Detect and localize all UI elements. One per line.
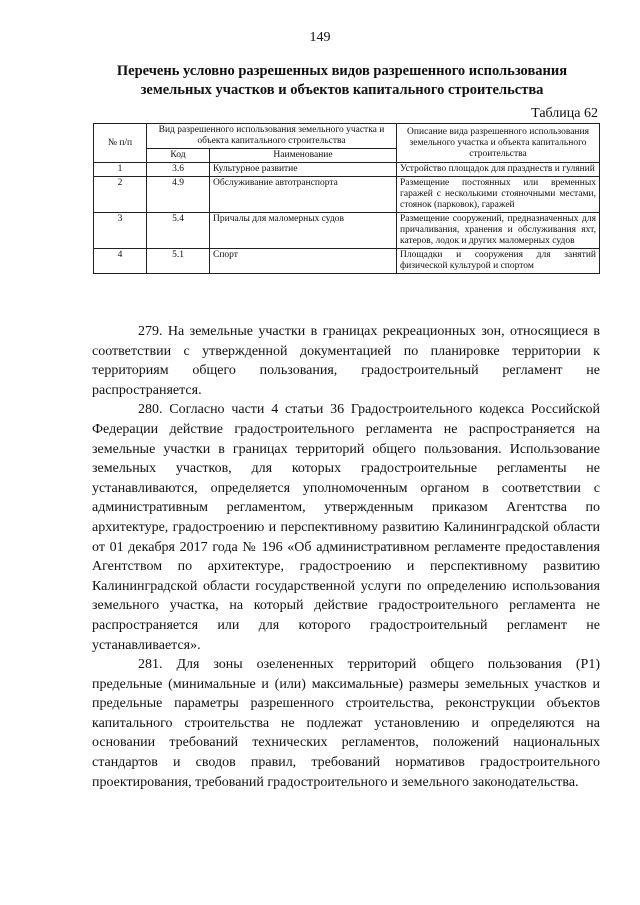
- row-num: 2: [94, 177, 147, 213]
- row-description: Устройство площадок для празднеств и гуляний: [397, 163, 600, 177]
- row-num: 1: [94, 163, 147, 177]
- table-row: [94, 213, 600, 249]
- row-code: 5.1: [147, 249, 210, 274]
- header-code: Код: [147, 149, 210, 163]
- paragraph-279: 279. На земельные участки в границах рекреационных зон, относящиеся в соответствии с утвержденной документацией по планировке территории к территориям общего пользования, градостроительный регламент не распространяется.: [92, 324, 600, 398]
- row-num: 4: [94, 249, 147, 274]
- header-num: № п/п: [94, 124, 147, 163]
- row-name: Спорт: [210, 249, 397, 274]
- page-number: 149: [309, 30, 331, 45]
- row-code: 3.6: [147, 163, 210, 177]
- row-name: Причалы для маломерных судов: [210, 213, 397, 249]
- table-row: [94, 177, 600, 213]
- paragraph-281: 281. Для зоны озелененных территорий общего пользования (Р1) предельные (минимальные и (или) максимальные) размеры земельных участков и предельные параметры разрешенного строительства, реконструкции объектов капитального строительства не подлежат установлению и определяются на основании требований технических регламентов, положений национальных стандартов и сводов правил, требований нормативов градостроительного проектирования, требований градостроительного и земельного законодательства.: [92, 657, 600, 790]
- header-kind-group: Вид разрешенного использования земельного участка и объекта капитального строительства: [147, 124, 397, 149]
- row-code: 5.4: [147, 213, 210, 249]
- table-caption: Таблица 62: [531, 106, 598, 121]
- paragraph-280: 280. Согласно части 4 статьи 36 Градостроительного кодекса Российской Федерации действие градостроительного регламента не распространяется на земельные участки в границах территорий общего пользования. Использование земельных участков, для которых градостроительные регламенты не устанавливаются, определяется уполномоченным органом в соответствии с административным регламентом, утвержденным приказом Агентства по архитектуре, градостроению и перспективному развитию Калининградской области от 01 декабря 2017 года № 196 «Об административном регламенте предоставления Агентством по архитектуре, градостроению и перспективному развитию Калининградской области государственной услуги по определению использования земельного участка, на который действие градостроительного регламента не распространяется или для которого градостроительный регламент не устанавливается».: [92, 402, 600, 653]
- table-row: [94, 163, 600, 177]
- row-description: Размещение сооружений, предназначенных для причаливания, хранения и обслуживания яхт, катеров, лодок и других маломерных судов: [397, 213, 600, 249]
- table-row: [94, 249, 600, 274]
- header-name: Наименование: [210, 149, 397, 163]
- table-header-row: [94, 124, 600, 149]
- row-description: Площадки и сооружения для занятий физической культурой и спортом: [397, 249, 600, 274]
- header-description: Описание вида разрешенного использования земельного участка и объекта капитального строительства: [397, 124, 600, 163]
- row-name: Культурное развитие: [210, 163, 397, 177]
- body-text: [92, 322, 600, 792]
- row-code: 4.9: [147, 177, 210, 213]
- document-title: Перечень условно разрешенных видов разрешенного использования земельных участков и объектов капитального строительства: [116, 63, 568, 98]
- permitted-use-table: [93, 123, 600, 274]
- row-num: 3: [94, 213, 147, 249]
- row-description: Размещение постоянных или временных гаражей с несколькими стояночными местами, стоянок (парковок), гаражей: [397, 177, 600, 213]
- row-name: Обслуживание автотранспорта: [210, 177, 397, 213]
